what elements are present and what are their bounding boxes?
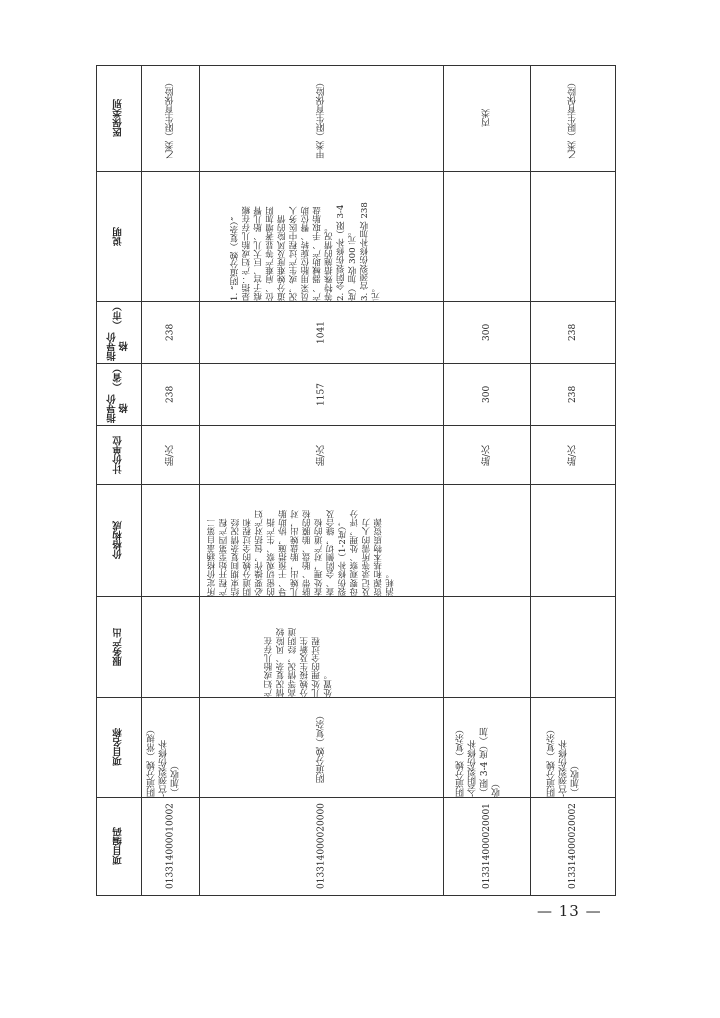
row2-insurance: 甲类（限生育保险） [316, 78, 327, 159]
header-city-price-line2: （市） [113, 302, 124, 331]
row1-province-price: 238 [165, 385, 176, 404]
row2-name: 阴道分娩（复杂） [316, 711, 327, 784]
row3-name: 阴道分娩（复杂） -会阴裂伤修补 （限 3-4 度）（加 收） [456, 725, 502, 797]
header-unit-line1: 计价 [113, 455, 124, 474]
row2-city-price: 1041 [316, 321, 327, 344]
header-unit [97, 426, 141, 484]
header-province-price-line2: （省） [113, 364, 124, 393]
header-city-price [97, 302, 141, 363]
header-province-price-line1: 指导价格 [107, 394, 130, 423]
row3-province-price: 300 [482, 385, 492, 404]
page-number: — 13 — [537, 902, 602, 920]
header-service: 服务产出 [113, 628, 124, 666]
header-province-price [97, 364, 141, 425]
table-rule [96, 895, 616, 896]
header-composition: 价格构成 [113, 521, 124, 560]
row4-code: 013314000020002 [568, 803, 578, 890]
row1-code: 013314000010002 [165, 803, 176, 890]
row3-city-price: 300 [482, 323, 492, 342]
header-unit-line2: 单位 [113, 436, 124, 455]
row2-unit: 胎/次 [316, 444, 327, 466]
row3-unit: 胎/次 [482, 444, 492, 466]
row4-city-price: 238 [568, 323, 578, 342]
row3-insurance: 丙类 [482, 109, 492, 128]
row1-insurance: 乙类（限生育保险） [165, 78, 176, 159]
header-code: 项目编码 [113, 827, 124, 866]
header-insurance: 医保类别 [113, 99, 124, 138]
row4-insurance: 乙类（限生育保险） [568, 78, 578, 159]
row4-name: 阴道分娩（复杂） -宫颈裂伤修补 （加收） [547, 725, 581, 797]
row1-unit: 胎/次 [165, 444, 176, 466]
header-note: 说明 [113, 227, 124, 246]
header-city-price-line1: 指导价格 [107, 332, 130, 361]
row2-composition: 所定价格涵盖自第二 产程开始至第四产程 结束期间复杂情况经 阴道分娩的全过程和 必要操作，包括对产妇 的密切观察、生产指 导、干预措施，协助胎 儿娩出，胎盘娩出，对 脐带、胎盘、胎膜的检 查处理，对产道的检 查、会阴侧切，缝合及 裂伤修补（1-2度）， 母婴观察、处理，评分 及记录等所需的人力 资源和基本物质资源 消耗。 [207, 510, 396, 596]
row2-service: 产妇或胎儿存在 情况复杂、风险较 高等情况，经阴道 分娩接生及新生 儿处理的全过程 处置。 [264, 628, 334, 697]
row2-code: 013314000020000 [316, 803, 327, 890]
row1-name: 阴道分娩（常规） -宫颈裂伤修补 （加收） [147, 725, 181, 797]
table-rule [615, 65, 616, 896]
row2-province-price: 1157 [316, 383, 327, 406]
row4-unit: 胎/次 [568, 444, 578, 466]
row2-note: 1. “阴道分娩（复杂）” 是指：产妇或胎儿存在瘢 痕子宫、巨大儿、胎儿臀 位、肩难产等显著增加阴 道分娩难度及风险的情 况，或生产过程中医务人 员采用胎位旋转、臀位助 产、器械助产、手取胎盘 等特殊措施的情况。 2. 会阴裂伤修补（限 3-4 度）加收 300 元。 3. 宫颈裂伤修补加收 238 元。 [230, 202, 382, 301]
row3-code: 013314000020001 [482, 803, 492, 890]
row1-city-price: 238 [165, 323, 176, 342]
header-name: 项目名称 [113, 728, 124, 767]
row4-province-price: 238 [568, 385, 578, 404]
